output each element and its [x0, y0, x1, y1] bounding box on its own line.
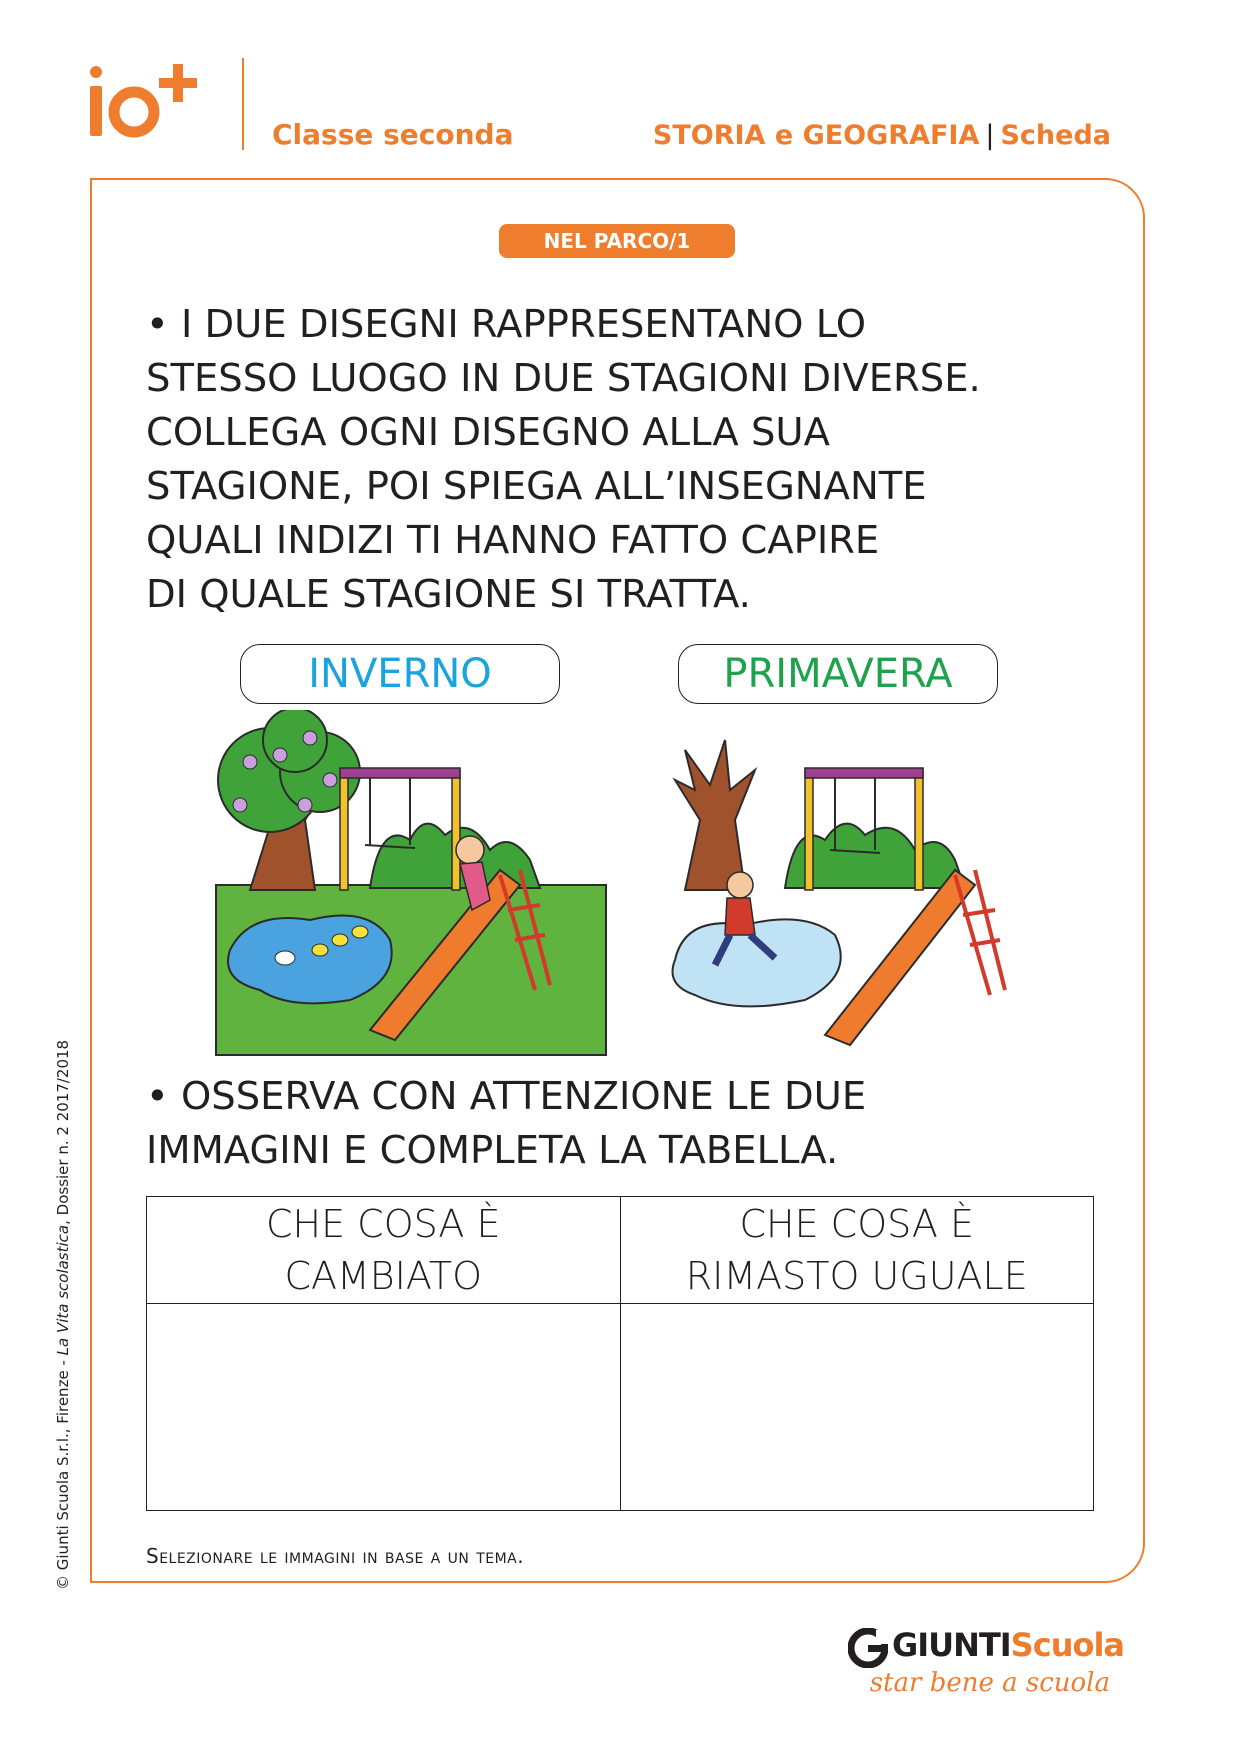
- copyright-prefix: © Giunti Scuola S.r.l., Firenze -: [54, 1355, 72, 1590]
- brand-tagline: star bene a scuola: [869, 1668, 1110, 1698]
- io-plus-logo: [88, 62, 218, 162]
- instruction-line: STESSO LUOGO IN DUE STAGIONI DIVERSE.: [146, 356, 981, 401]
- answer-cell-unchanged[interactable]: [620, 1304, 1094, 1511]
- brand-name: [892, 1626, 1124, 1664]
- answer-cell-changed[interactable]: [147, 1304, 621, 1511]
- subject-separator: |: [985, 120, 995, 151]
- instruction-complete-table: [146, 1070, 866, 1178]
- copyright-notice: [54, 1040, 72, 1590]
- child: [456, 836, 484, 864]
- brand-name-scuola: Scuola: [1010, 1626, 1125, 1664]
- sheet-label: Scheda: [1000, 120, 1111, 151]
- giunti-scuola-logo: [830, 1622, 1125, 1702]
- season-label-spring[interactable]: PRIMAVERA: [678, 644, 998, 704]
- section-badge: NEL PARCO/1: [499, 224, 735, 258]
- header-line: CAMBIATO: [284, 1254, 483, 1298]
- bare-tree: [675, 740, 755, 890]
- instruction-line: • OSSERVA CON ATTENZIONE LE DUE: [146, 1074, 867, 1119]
- instruction-line: COLLEGA OGNI DISEGNO ALLA SUA: [146, 410, 830, 455]
- winter-park-illustration[interactable]: [655, 710, 1055, 1060]
- learning-objective: [146, 1544, 524, 1568]
- comparison-table: [146, 1196, 1094, 1511]
- header-line: CHE COSA È: [265, 1202, 501, 1246]
- instruction-line: IMMAGINI E COMPLETA LA TABELLA.: [146, 1128, 839, 1173]
- subject-heading: [653, 120, 1111, 151]
- magazine-title: La Vita scolastica: [54, 1224, 72, 1356]
- frozen-pond: [673, 919, 841, 1006]
- swing-post-right: [915, 770, 923, 890]
- swing-post-left: [805, 770, 813, 890]
- instruction-match-seasons: [146, 298, 981, 622]
- instruction-line: • I DUE DISEGNI RAPPRESENTANO LO: [146, 302, 867, 347]
- header-divider: [242, 58, 244, 150]
- footnote-text: Selezionare le immagini in base a un tema.: [146, 1544, 525, 1568]
- subject-name: STORIA e GEOGRAFIA: [652, 120, 980, 151]
- header-line: RIMASTO UGUALE: [685, 1254, 1028, 1298]
- swing-bar: [340, 768, 460, 778]
- header-unchanged: [620, 1197, 1094, 1304]
- instruction-line: DI QUALE STAGIONE SI TRATTA.: [146, 572, 751, 617]
- header-changed: [147, 1197, 621, 1304]
- swing-bar: [805, 768, 923, 778]
- copyright-suffix: , Dossier n. 2 2017/2018: [54, 1039, 72, 1225]
- brand-name-giunti: GIUNTI: [892, 1626, 1011, 1664]
- header-line: CHE COSA È: [739, 1202, 975, 1246]
- spring-park-illustration[interactable]: [210, 710, 610, 1060]
- swing-post-right: [452, 770, 460, 890]
- instruction-line: STAGIONE, POI SPIEGA ALL’INSEGNANTE: [146, 464, 927, 509]
- season-label-winter[interactable]: INVERNO: [240, 644, 560, 704]
- giunti-g-icon: [848, 1628, 888, 1668]
- class-label: Classe seconda: [272, 118, 514, 151]
- instruction-line: QUALI INDIZI TI HANNO FATTO CAPIRE: [146, 518, 880, 563]
- skating-child: [727, 872, 753, 898]
- swing-post-left: [340, 770, 348, 890]
